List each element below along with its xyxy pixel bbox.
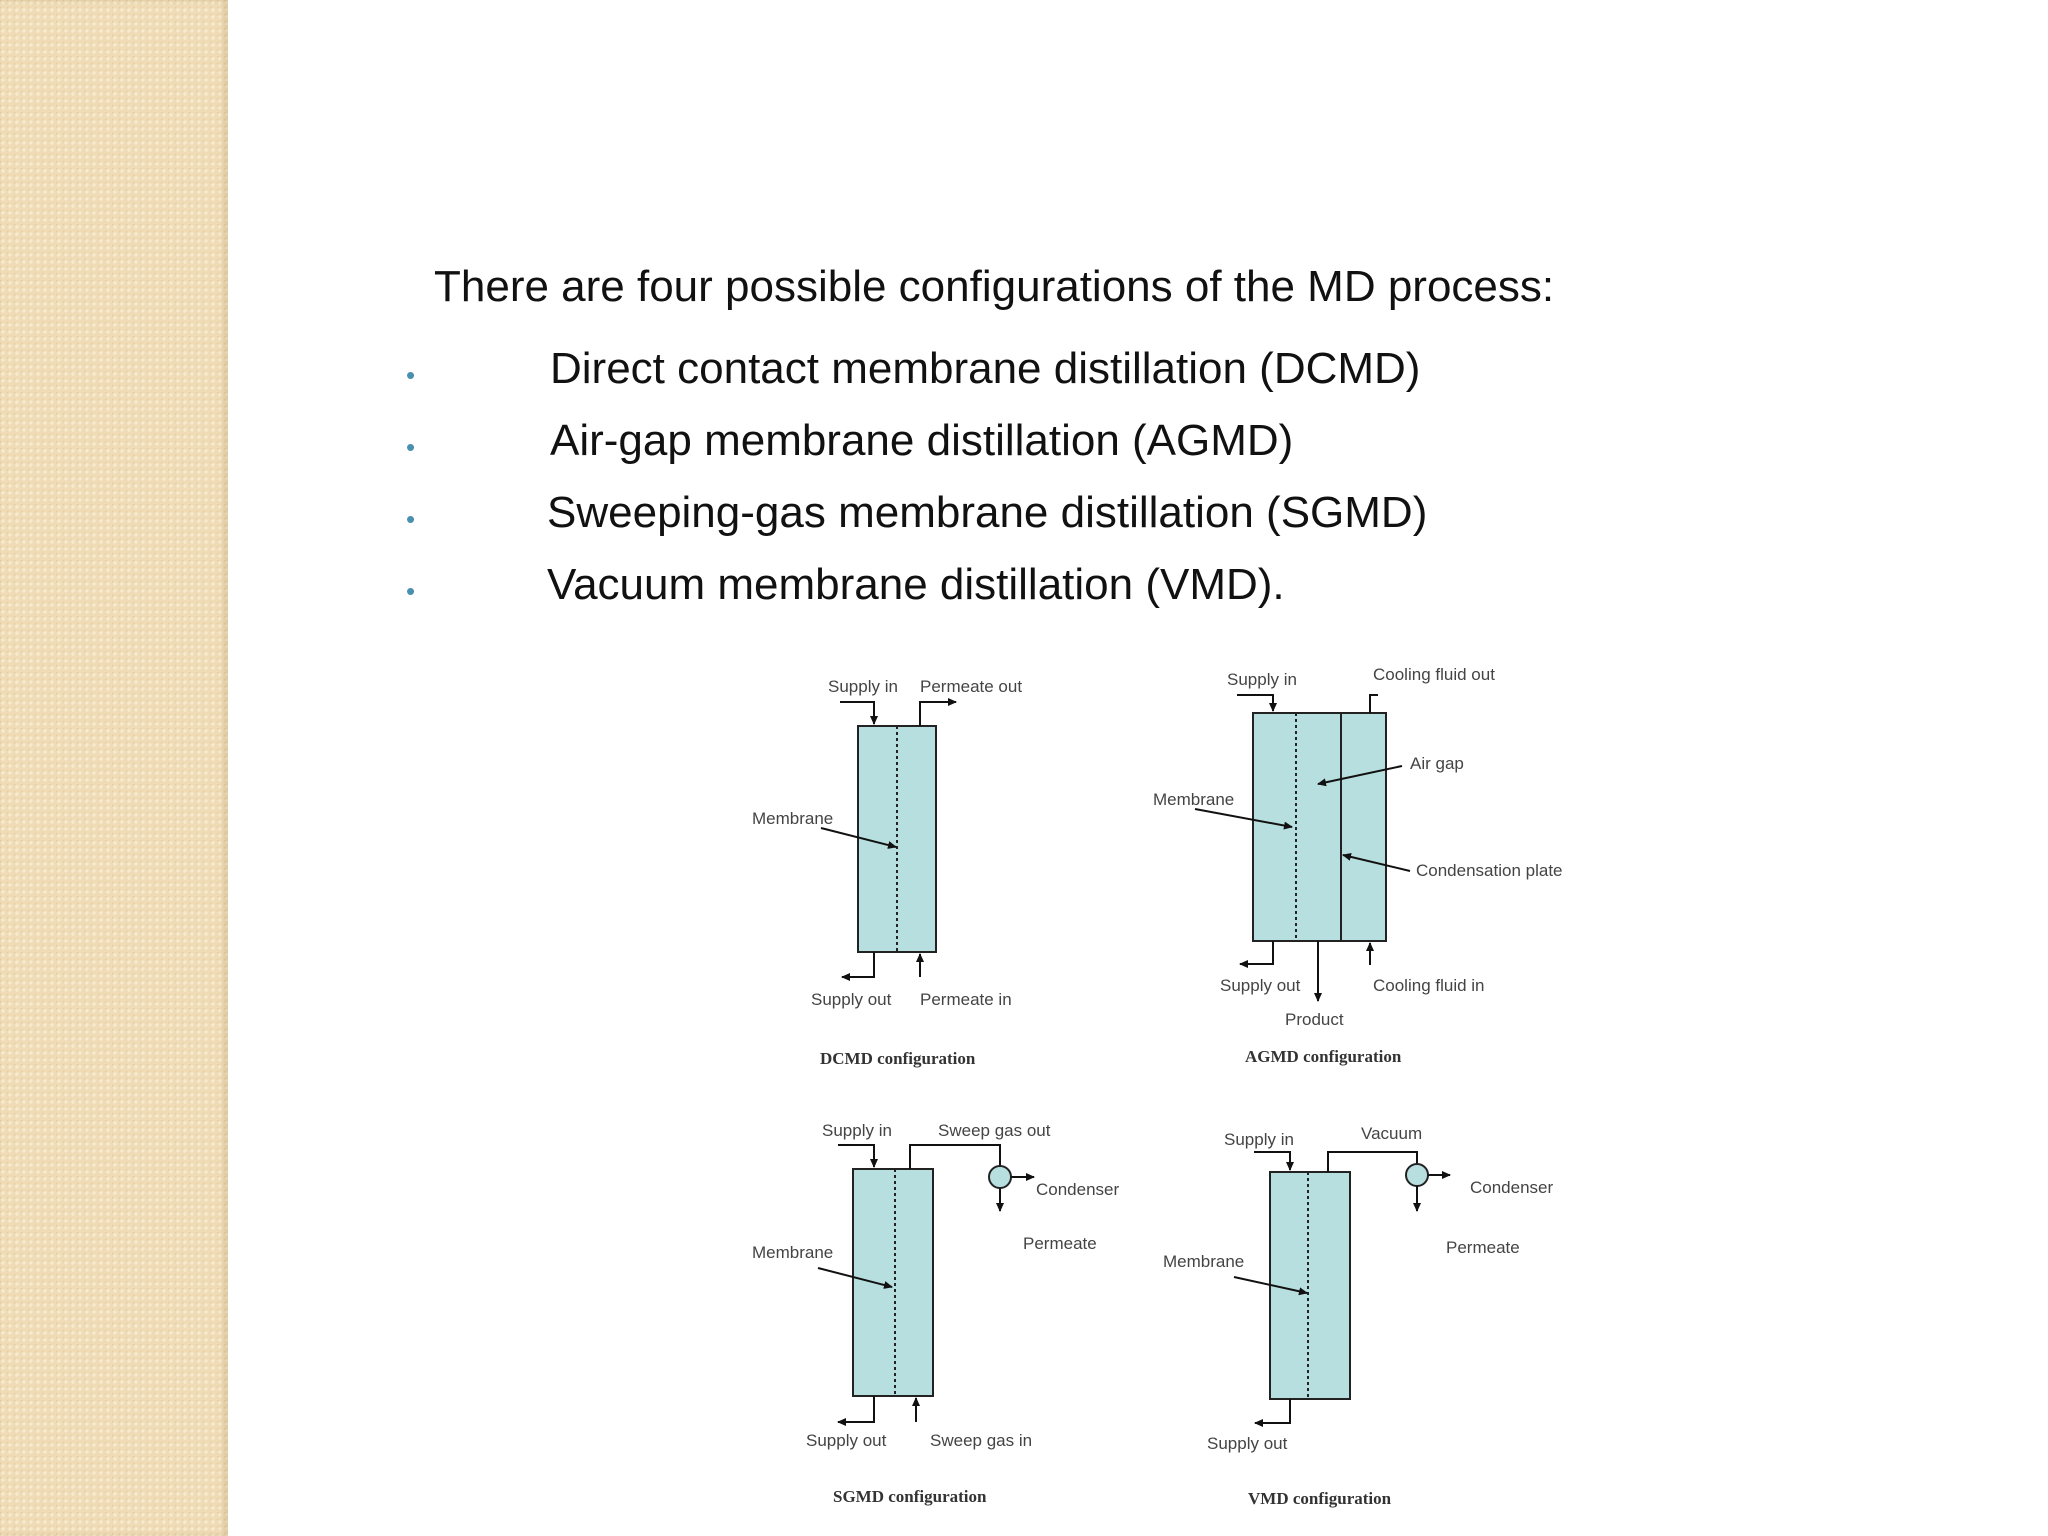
bullet-icon: • xyxy=(406,504,416,534)
vmd-condenser-icon xyxy=(1406,1164,1428,1186)
bullet-icon: • xyxy=(406,360,416,390)
sgmd-diagram xyxy=(752,1121,1120,1506)
vmd-module xyxy=(1270,1172,1350,1399)
intro-text: There are four possible configurations of the MD process: xyxy=(434,262,1555,311)
dcmd-supply-out-label: Supply out xyxy=(811,990,892,1009)
agmd-cooling-in-label: Cooling fluid in xyxy=(1373,976,1485,995)
agmd-product-label: Product xyxy=(1285,1010,1344,1029)
agmd-cooling-chamber xyxy=(1341,713,1386,941)
sgmd-membrane-label: Membrane xyxy=(752,1243,834,1262)
vmd-supply-in-label: Supply in xyxy=(1224,1130,1294,1149)
sgmd-sweep-in-label: Sweep gas in xyxy=(930,1431,1033,1450)
agmd-air-gap-label: Air gap xyxy=(1410,754,1464,773)
sgmd-sweep-out-label: Sweep gas out xyxy=(938,1121,1051,1140)
list-item-sgmd: Sweeping-gas membrane distillation (SGMD) xyxy=(547,488,1428,537)
sgmd-caption: SGMD configuration xyxy=(833,1487,987,1506)
sgmd-condenser-label: Condenser xyxy=(1036,1180,1120,1199)
vmd-permeate-label: Permeate xyxy=(1446,1238,1520,1257)
sgmd-supply-in-label: Supply in xyxy=(822,1121,892,1140)
sgmd-condenser-icon xyxy=(989,1166,1011,1188)
list-item-agmd: Air-gap membrane distillation (AGMD) xyxy=(550,416,1294,465)
list-item-vmd: Vacuum membrane distillation (VMD). xyxy=(547,560,1285,609)
dcmd-supply-in-label: Supply in xyxy=(828,677,898,696)
dcmd-caption: DCMD configuration xyxy=(820,1049,976,1068)
sgmd-permeate-label: Permeate xyxy=(1023,1234,1097,1253)
dcmd-permeate-out-label: Permeate out xyxy=(920,677,1023,696)
dcmd-permeate-in-label: Permeate in xyxy=(920,990,1012,1009)
list-item-dcmd: Direct contact membrane distillation (DCMD) xyxy=(550,344,1421,393)
dcmd-membrane-label: Membrane xyxy=(752,809,834,828)
vmd-membrane-label: Membrane xyxy=(1163,1252,1245,1271)
bullet-icon: • xyxy=(406,576,416,606)
vmd-condenser-label: Condenser xyxy=(1470,1178,1554,1197)
decorative-side-band xyxy=(0,0,228,1536)
md-configurations-figure xyxy=(730,655,1630,1520)
agmd-cooling-out-label: Cooling fluid out xyxy=(1373,665,1495,684)
bullet-icon: • xyxy=(406,432,416,462)
sgmd-module xyxy=(853,1169,933,1396)
agmd-supply-in-label: Supply in xyxy=(1227,670,1297,689)
agmd-caption: AGMD configuration xyxy=(1245,1047,1402,1066)
agmd-supply-out-label: Supply out xyxy=(1220,976,1301,995)
agmd-diagram xyxy=(1153,665,1563,1066)
vmd-caption: VMD configuration xyxy=(1248,1489,1392,1508)
vmd-vacuum-label: Vacuum xyxy=(1361,1124,1423,1143)
dcmd-diagram xyxy=(752,677,1022,1068)
agmd-condensation-plate-label: Condensation plate xyxy=(1416,861,1563,880)
sgmd-supply-out-label: Supply out xyxy=(806,1431,887,1450)
vmd-supply-out-label: Supply out xyxy=(1207,1434,1288,1453)
vmd-diagram xyxy=(1163,1124,1554,1508)
agmd-membrane-label: Membrane xyxy=(1153,790,1235,809)
